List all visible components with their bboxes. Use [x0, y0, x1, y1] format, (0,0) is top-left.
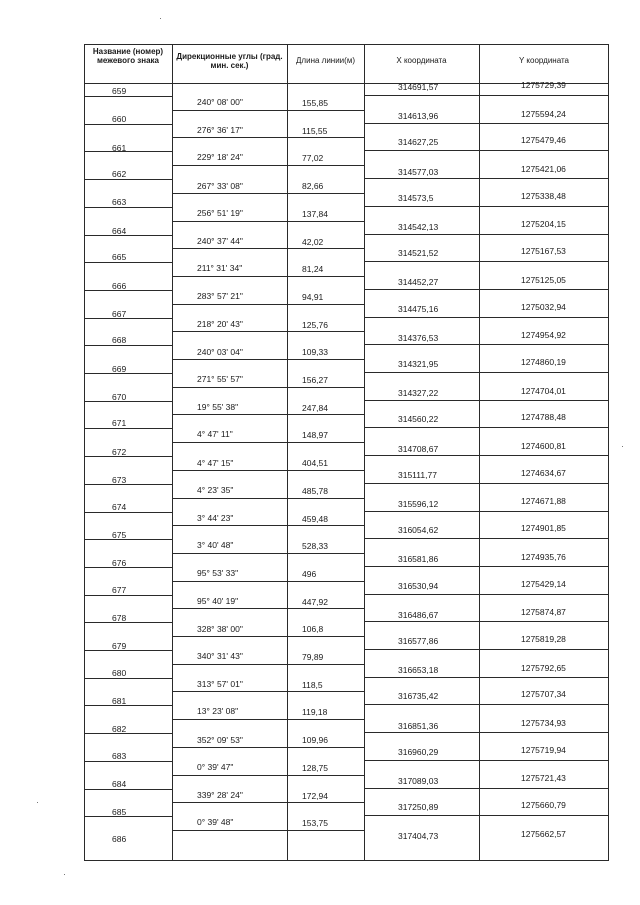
point-name: 681 [112, 696, 127, 706]
x-coordinate: 316960,29 [398, 746, 439, 757]
point-name: 668 [112, 335, 127, 346]
row-rule [172, 165, 364, 166]
x-coordinate: 315596,12 [398, 499, 439, 509]
row-rule [172, 110, 364, 111]
row-rule [84, 345, 172, 346]
row-rule [172, 719, 364, 720]
point-name: 678 [112, 612, 127, 623]
row-rule [84, 816, 172, 817]
line-length: 148,97 [302, 430, 328, 441]
y-coordinate: 1274954,92 [521, 330, 566, 341]
row-rule [84, 622, 172, 623]
row-rule [84, 428, 172, 429]
direction-angle: 240° 37' 44" [197, 236, 243, 246]
row-rule [172, 414, 364, 415]
row-rule [364, 732, 609, 733]
line-length: 42,02 [302, 236, 324, 247]
x-coordinate: 314452,27 [398, 277, 439, 288]
x-coordinate: 317089,03 [398, 776, 439, 786]
y-coordinate: 1275429,14 [521, 578, 566, 589]
row-rule [172, 137, 364, 138]
direction-angle: 229° 18' 24" [197, 152, 243, 163]
x-coordinate: 316653,18 [398, 665, 439, 676]
direction-angle: 352° 09' 53" [197, 734, 243, 745]
point-name: 672 [112, 446, 127, 457]
x-coordinate: 314376,53 [398, 332, 439, 343]
y-coordinate: 1274671,88 [521, 496, 566, 507]
row-rule [364, 400, 609, 401]
row-rule [84, 262, 172, 263]
row-rule [172, 830, 364, 831]
line-length: 447,92 [302, 596, 328, 607]
line-length: 247,84 [302, 402, 328, 413]
y-coordinate: 1275594,24 [521, 108, 566, 119]
y-coordinate: 1275721,43 [521, 773, 566, 784]
scan-speck [160, 18, 161, 19]
y-coordinate: 1275660,79 [521, 800, 566, 811]
point-name: 674 [112, 501, 127, 512]
direction-angle: 13° 23' 08" [197, 706, 239, 717]
row-rule [172, 221, 364, 222]
point-name: 677 [112, 584, 127, 595]
direction-angle: 271° 55' 57" [197, 374, 243, 384]
x-coordinate: 316530,94 [398, 580, 439, 591]
direction-angle: 3° 44' 23" [197, 513, 234, 523]
row-rule [364, 566, 609, 567]
direction-angle: 340° 31' 43" [197, 651, 243, 661]
row-rule [364, 206, 609, 207]
point-name: 659 [112, 86, 127, 96]
row-rule [364, 150, 609, 151]
y-coordinate: 1274860,19 [521, 357, 566, 367]
direction-angle: 267° 33' 08" [197, 180, 243, 191]
x-coordinate: 314708,67 [398, 443, 439, 454]
y-coordinate: 1275204,15 [521, 219, 566, 230]
direction-angle: 211° 31' 34" [197, 263, 243, 274]
row-rule [364, 234, 609, 235]
line-length: 106,8 [302, 624, 324, 635]
row-rule [172, 636, 364, 637]
direction-angle: 276° 36' 17" [197, 125, 243, 136]
line-length: 153,75 [302, 818, 328, 829]
row-rule [172, 802, 364, 803]
row-rule [84, 179, 172, 180]
direction-angle: 4° 47' 15" [197, 457, 234, 468]
column-border [364, 44, 365, 861]
row-rule [364, 317, 609, 318]
direction-angle: 4° 47' 11" [197, 429, 233, 440]
row-rule [84, 567, 172, 568]
row-rule [84, 678, 172, 679]
row-rule [364, 289, 609, 290]
row-rule [364, 427, 609, 428]
x-coordinate: 314613,96 [398, 111, 439, 122]
x-coordinate: 314691,57 [398, 82, 439, 92]
row-rule [364, 511, 609, 512]
point-name: 676 [112, 558, 127, 569]
x-coordinate: 316581,86 [398, 554, 439, 565]
row-rule [84, 705, 172, 706]
x-coordinate: 316486,67 [398, 609, 439, 620]
line-length: 155,85 [302, 98, 328, 108]
row-rule [172, 775, 364, 776]
y-coordinate: 1274704,01 [521, 385, 566, 396]
y-coordinate: 1275707,34 [521, 689, 566, 700]
y-coordinate: 1275032,94 [521, 301, 566, 312]
direction-angle: 4° 23' 35" [197, 484, 234, 495]
row-rule [364, 677, 609, 678]
row-rule [364, 788, 609, 789]
row-rule [172, 276, 364, 277]
x-coordinate: 314321,95 [398, 359, 439, 369]
y-coordinate: 1274600,81 [521, 440, 566, 451]
y-coordinate: 1275874,87 [521, 607, 566, 618]
row-rule [84, 318, 172, 319]
line-length: 496 [302, 568, 317, 579]
line-length: 115,55 [302, 125, 328, 136]
line-length: 118,5 [302, 679, 323, 690]
x-coordinate: 314327,22 [398, 388, 439, 399]
row-rule [172, 498, 364, 499]
x-coordinate: 314577,03 [398, 166, 439, 177]
table-bottom-border [84, 860, 609, 861]
row-rule [84, 207, 172, 208]
row-rule [84, 124, 172, 125]
x-coordinate: 316577,86 [398, 636, 439, 646]
x-coordinate: 316851,36 [398, 720, 439, 731]
header-x: X координата [396, 56, 447, 65]
row-rule [364, 704, 609, 705]
row-rule [84, 373, 172, 374]
point-name: 662 [112, 169, 127, 180]
direction-angle: 95° 40' 19" [197, 595, 239, 606]
direction-angle: 95° 53' 33" [197, 568, 239, 579]
row-rule [364, 261, 609, 262]
row-rule [84, 401, 172, 402]
row-rule [84, 789, 172, 790]
y-coordinate: 1275734,93 [521, 717, 566, 728]
direction-angle: 218° 20' 43" [197, 318, 243, 329]
line-length: 94,91 [302, 291, 324, 302]
point-name: 665 [112, 252, 127, 263]
column-border [479, 44, 480, 861]
header-angle: Дирекционные углы (град. мин. сек.) [176, 52, 283, 70]
row-rule [172, 359, 364, 360]
line-length: 109,96 [302, 735, 328, 746]
line-length: 82,66 [302, 181, 324, 192]
coordinates-table [84, 44, 609, 861]
x-coordinate: 316735,42 [398, 691, 439, 702]
point-name: 663 [112, 197, 127, 208]
row-rule [364, 455, 609, 456]
y-coordinate: 1274788,48 [521, 412, 566, 423]
point-name: 669 [112, 363, 127, 374]
point-name: 683 [112, 750, 127, 761]
row-rule [84, 151, 172, 152]
line-length: 528,33 [302, 541, 328, 552]
x-coordinate: 315111,77 [398, 469, 437, 480]
row-rule [172, 608, 364, 609]
line-length: 125,76 [302, 319, 328, 330]
row-rule [364, 538, 609, 539]
direction-angle: 313° 57' 01" [197, 679, 243, 690]
y-coordinate: 1275719,94 [521, 744, 566, 755]
column-border [84, 44, 85, 861]
y-coordinate: 1274935,76 [521, 551, 566, 562]
row-rule [84, 539, 172, 540]
row-rule [364, 178, 609, 179]
line-length: 119,18 [302, 707, 328, 718]
table-top-border [84, 44, 609, 45]
row-rule [172, 747, 364, 748]
row-rule [364, 344, 609, 345]
x-coordinate: 314521,52 [398, 248, 439, 259]
point-name: 667 [112, 308, 127, 319]
y-coordinate: 1275125,05 [521, 274, 566, 285]
row-rule [84, 595, 172, 596]
line-length: 128,75 [302, 762, 328, 773]
row-rule [172, 691, 364, 692]
scan-speck [622, 446, 623, 447]
point-name: 686 [112, 833, 127, 844]
column-border [172, 44, 173, 861]
row-rule [172, 193, 364, 194]
row-rule [364, 815, 609, 816]
row-rule [364, 649, 609, 650]
row-rule [172, 525, 364, 526]
y-coordinate: 1275819,28 [521, 634, 566, 644]
direction-angle: 339° 28' 24" [197, 790, 243, 800]
direction-angle: 0° 39' 48" [197, 817, 234, 828]
row-rule [364, 372, 609, 373]
point-name: 673 [112, 475, 127, 485]
row-rule [84, 761, 172, 762]
x-coordinate: 314475,16 [398, 303, 439, 314]
row-rule [364, 760, 609, 761]
scan-speck [64, 874, 65, 875]
row-rule [84, 733, 172, 734]
y-coordinate: 1275792,65 [521, 662, 566, 673]
x-coordinate: 316054,62 [398, 525, 439, 536]
x-coordinate: 314542,13 [398, 222, 439, 232]
row-rule [84, 456, 172, 457]
row-rule [84, 484, 172, 485]
line-length: 81,24 [302, 264, 324, 275]
x-coordinate: 317404,73 [398, 831, 439, 842]
y-coordinate: 1275729,39 [521, 80, 566, 90]
direction-angle: 240° 03' 04" [197, 346, 243, 357]
row-rule [172, 442, 364, 443]
point-name: 664 [112, 225, 127, 236]
row-rule [364, 594, 609, 595]
line-length: 459,48 [302, 513, 328, 524]
point-name: 679 [112, 641, 127, 652]
row-rule [172, 248, 364, 249]
row-rule [172, 553, 364, 554]
x-coordinate: 314627,25 [398, 137, 439, 148]
row-rule [172, 331, 364, 332]
line-length: 172,94 [302, 790, 328, 801]
row-rule [364, 123, 609, 124]
header-y: Y координата [518, 56, 570, 65]
line-length: 404,51 [302, 458, 328, 469]
point-name: 666 [112, 280, 127, 291]
row-rule [172, 470, 364, 471]
line-length: 109,33 [302, 347, 328, 358]
column-border [287, 44, 288, 861]
row-rule [172, 581, 364, 582]
direction-angle: 0° 39' 47" [197, 761, 234, 772]
row-rule [84, 235, 172, 236]
point-name: 684 [112, 779, 127, 790]
x-coordinate: 317250,89 [398, 802, 439, 813]
y-coordinate: 1275479,46 [521, 135, 566, 146]
row-rule [172, 664, 364, 665]
line-length: 79,89 [302, 652, 324, 662]
direction-angle: 328° 38' 00" [197, 623, 243, 634]
row-rule [364, 95, 609, 96]
row-rule [84, 650, 172, 651]
header-name: Название (номер) межевого знака [92, 47, 164, 65]
point-name: 661 [112, 142, 127, 153]
point-name: 670 [112, 391, 127, 402]
point-name: 660 [112, 114, 127, 125]
y-coordinate: 1275662,57 [521, 828, 566, 839]
direction-angle: 19° 55' 38" [197, 402, 239, 413]
point-name: 671 [112, 418, 127, 429]
row-rule [364, 621, 609, 622]
header-length: Длина линии(м) [296, 56, 355, 65]
direction-angle: 256° 51' 19" [197, 207, 243, 218]
y-coordinate: 1275338,48 [521, 190, 566, 201]
point-name: 682 [112, 724, 127, 735]
direction-angle: 3° 40' 48" [197, 540, 234, 551]
row-rule [364, 483, 609, 484]
direction-angle: 283° 57' 21" [197, 291, 243, 302]
line-length: 77,02 [302, 153, 324, 164]
x-coordinate: 314573,5 [398, 192, 434, 203]
line-length: 137,84 [302, 208, 328, 219]
point-name: 675 [112, 529, 127, 540]
y-coordinate: 1275421,06 [521, 163, 566, 174]
row-rule [84, 290, 172, 291]
y-coordinate: 1275167,53 [521, 246, 566, 257]
column-border [608, 44, 609, 861]
line-length: 156,27 [302, 375, 328, 385]
point-name: 680 [112, 667, 127, 678]
direction-angle: 240° 08' 00" [197, 97, 243, 107]
row-rule [172, 387, 364, 388]
row-rule [84, 96, 172, 97]
row-rule [84, 512, 172, 513]
row-rule [172, 304, 364, 305]
y-coordinate: 1274634,67 [521, 467, 566, 478]
y-coordinate: 1274901,85 [521, 523, 566, 534]
x-coordinate: 314560,22 [398, 414, 439, 425]
scan-speck [37, 802, 38, 803]
point-name: 685 [112, 807, 127, 818]
line-length: 485,78 [302, 485, 328, 496]
